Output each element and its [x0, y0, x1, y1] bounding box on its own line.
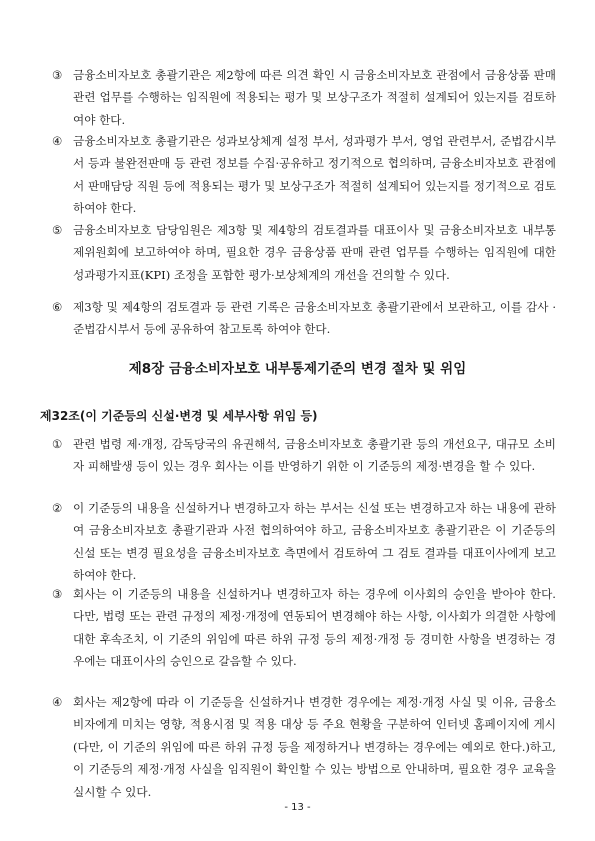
item-number: ⑥	[52, 300, 63, 314]
item-text: 금융소비자보호 총괄기관은 제2항에 따른 의견 확인 시 금융소비자보호 관점에서 금융상품 판매 관련 업무를 수행하는 임직원에 적용되는 평가 및 보상구조가 적절히 설계되어 있는지를 검토하여야 한다.	[73, 68, 556, 127]
item-text: 관련 법령 제·개정, 감독당국의 유권해석, 금융소비자보호 총괄기관 등의 개선요구, 대규모 소비자 피해발생 등이 있는 경우 회사는 이를 반영하기 위한 이 기준등의 제정·변경을 할 수 있다.	[73, 437, 556, 474]
paragraph-4	[52, 130, 556, 220]
paragraph-3	[52, 64, 556, 131]
item-number: ③	[52, 587, 63, 601]
item-number: ③	[52, 68, 63, 82]
item-number: ①	[52, 437, 63, 451]
paragraph-5	[52, 219, 556, 286]
item-number: ④	[52, 695, 63, 709]
article-item-3	[52, 583, 556, 673]
item-text: 제3항 및 제4항의 검토결과 등 관련 기록은 금융소비자보호 총괄기관에서 보관하고, 이를 감사 · 준법감시부서 등에 공유하여 참고토록 하여야 한다.	[73, 300, 556, 337]
item-number: ②	[52, 501, 63, 515]
item-text: 금융소비자보호 총괄기관은 성과보상체계 설정 부서, 성과평가 부서, 영업 관련부서, 준법감시부서 등과 불완전판매 등 관련 정보를 수집·공유하고 정기적으로 협의하며, 금융소비자보호 관점에서 판매담당 직원 등에 적용되는 평가 및 보상구조가 적절히 설계되어 있는지를 정기적으로 검토하여야 한다.	[73, 134, 556, 216]
page-number: - 13 -	[284, 802, 311, 813]
item-number: ④	[52, 134, 63, 148]
item-text: 이 기준등의 내용을 신설하거나 변경하고자 하는 부서는 신설 또는 변경하고자 하는 내용에 관하여 금융소비자보호 총괄기관과 사전 협의하여야 하고, 금융소비자보호 총괄기관은 이 기준등의 신설 또는 변경 필요성을 금융소비자보호 측면에서 검토하여 그 검토 결과를 대표이사에게 보고하여야 한다.	[73, 501, 556, 583]
chapter-title: 제8장 금융소비자보호 내부통제기준의 변경 절차 및 위임	[128, 361, 467, 377]
item-text: 회사는 이 기준등의 내용을 신설하거나 변경하고자 하는 경우에 이사회의 승인을 받아야 한다. 다만, 법령 또는 관련 규정의 제정·개정에 연동되어 변경해야 하는 사항, 이사회가 의결한 사항에 대한 후속조치, 이 기준의 위임에 따른 하위 규정 등의 제정·개정 등 경미한 사항을 변경하는 경우에는 대표이사의 승인으로 갈음할 수 있다.	[73, 587, 556, 669]
item-number: ⑤	[52, 223, 63, 237]
paragraph-6	[52, 296, 556, 341]
article-title: 제32조(이 기준등의 신설·변경 및 세부사항 위임 등)	[40, 409, 318, 423]
item-text: 회사는 제2항에 따라 이 기준등을 신설하거나 변경한 경우에는 제정·개정 사실 및 이유, 금융소비자에게 미치는 영향, 적용시점 및 적용 대상 등 주요 현황을 구분하여 인터넷 홈페이지에 게시(다만, 이 기준의 위임에 따른 하위 규정 등을 제정하거나 변경하는 경우에는 예외로 한다.)하고, 이 기준등의 제정·개정 사실을 임직원이 확인할 수 있는 방법으로 안내하며, 필요한 경우 교육을 실시할 수 있다.	[73, 695, 556, 799]
article-item-1	[52, 433, 556, 478]
item-text: 금융소비자보호 담당임원은 제3항 및 제4항의 검토결과를 대표이사 및 금융소비자보호 내부통제위원회에 보고하여야 하며, 필요한 경우 금융상품 판매 관련 업무를 수행하는 임직원에 대한 성과평가지표(KPI) 조정을 포함한 평가·보상체계의 개선을 건의할 수 있다.	[73, 223, 556, 282]
article-item-4	[52, 691, 556, 803]
article-item-2	[52, 497, 556, 587]
